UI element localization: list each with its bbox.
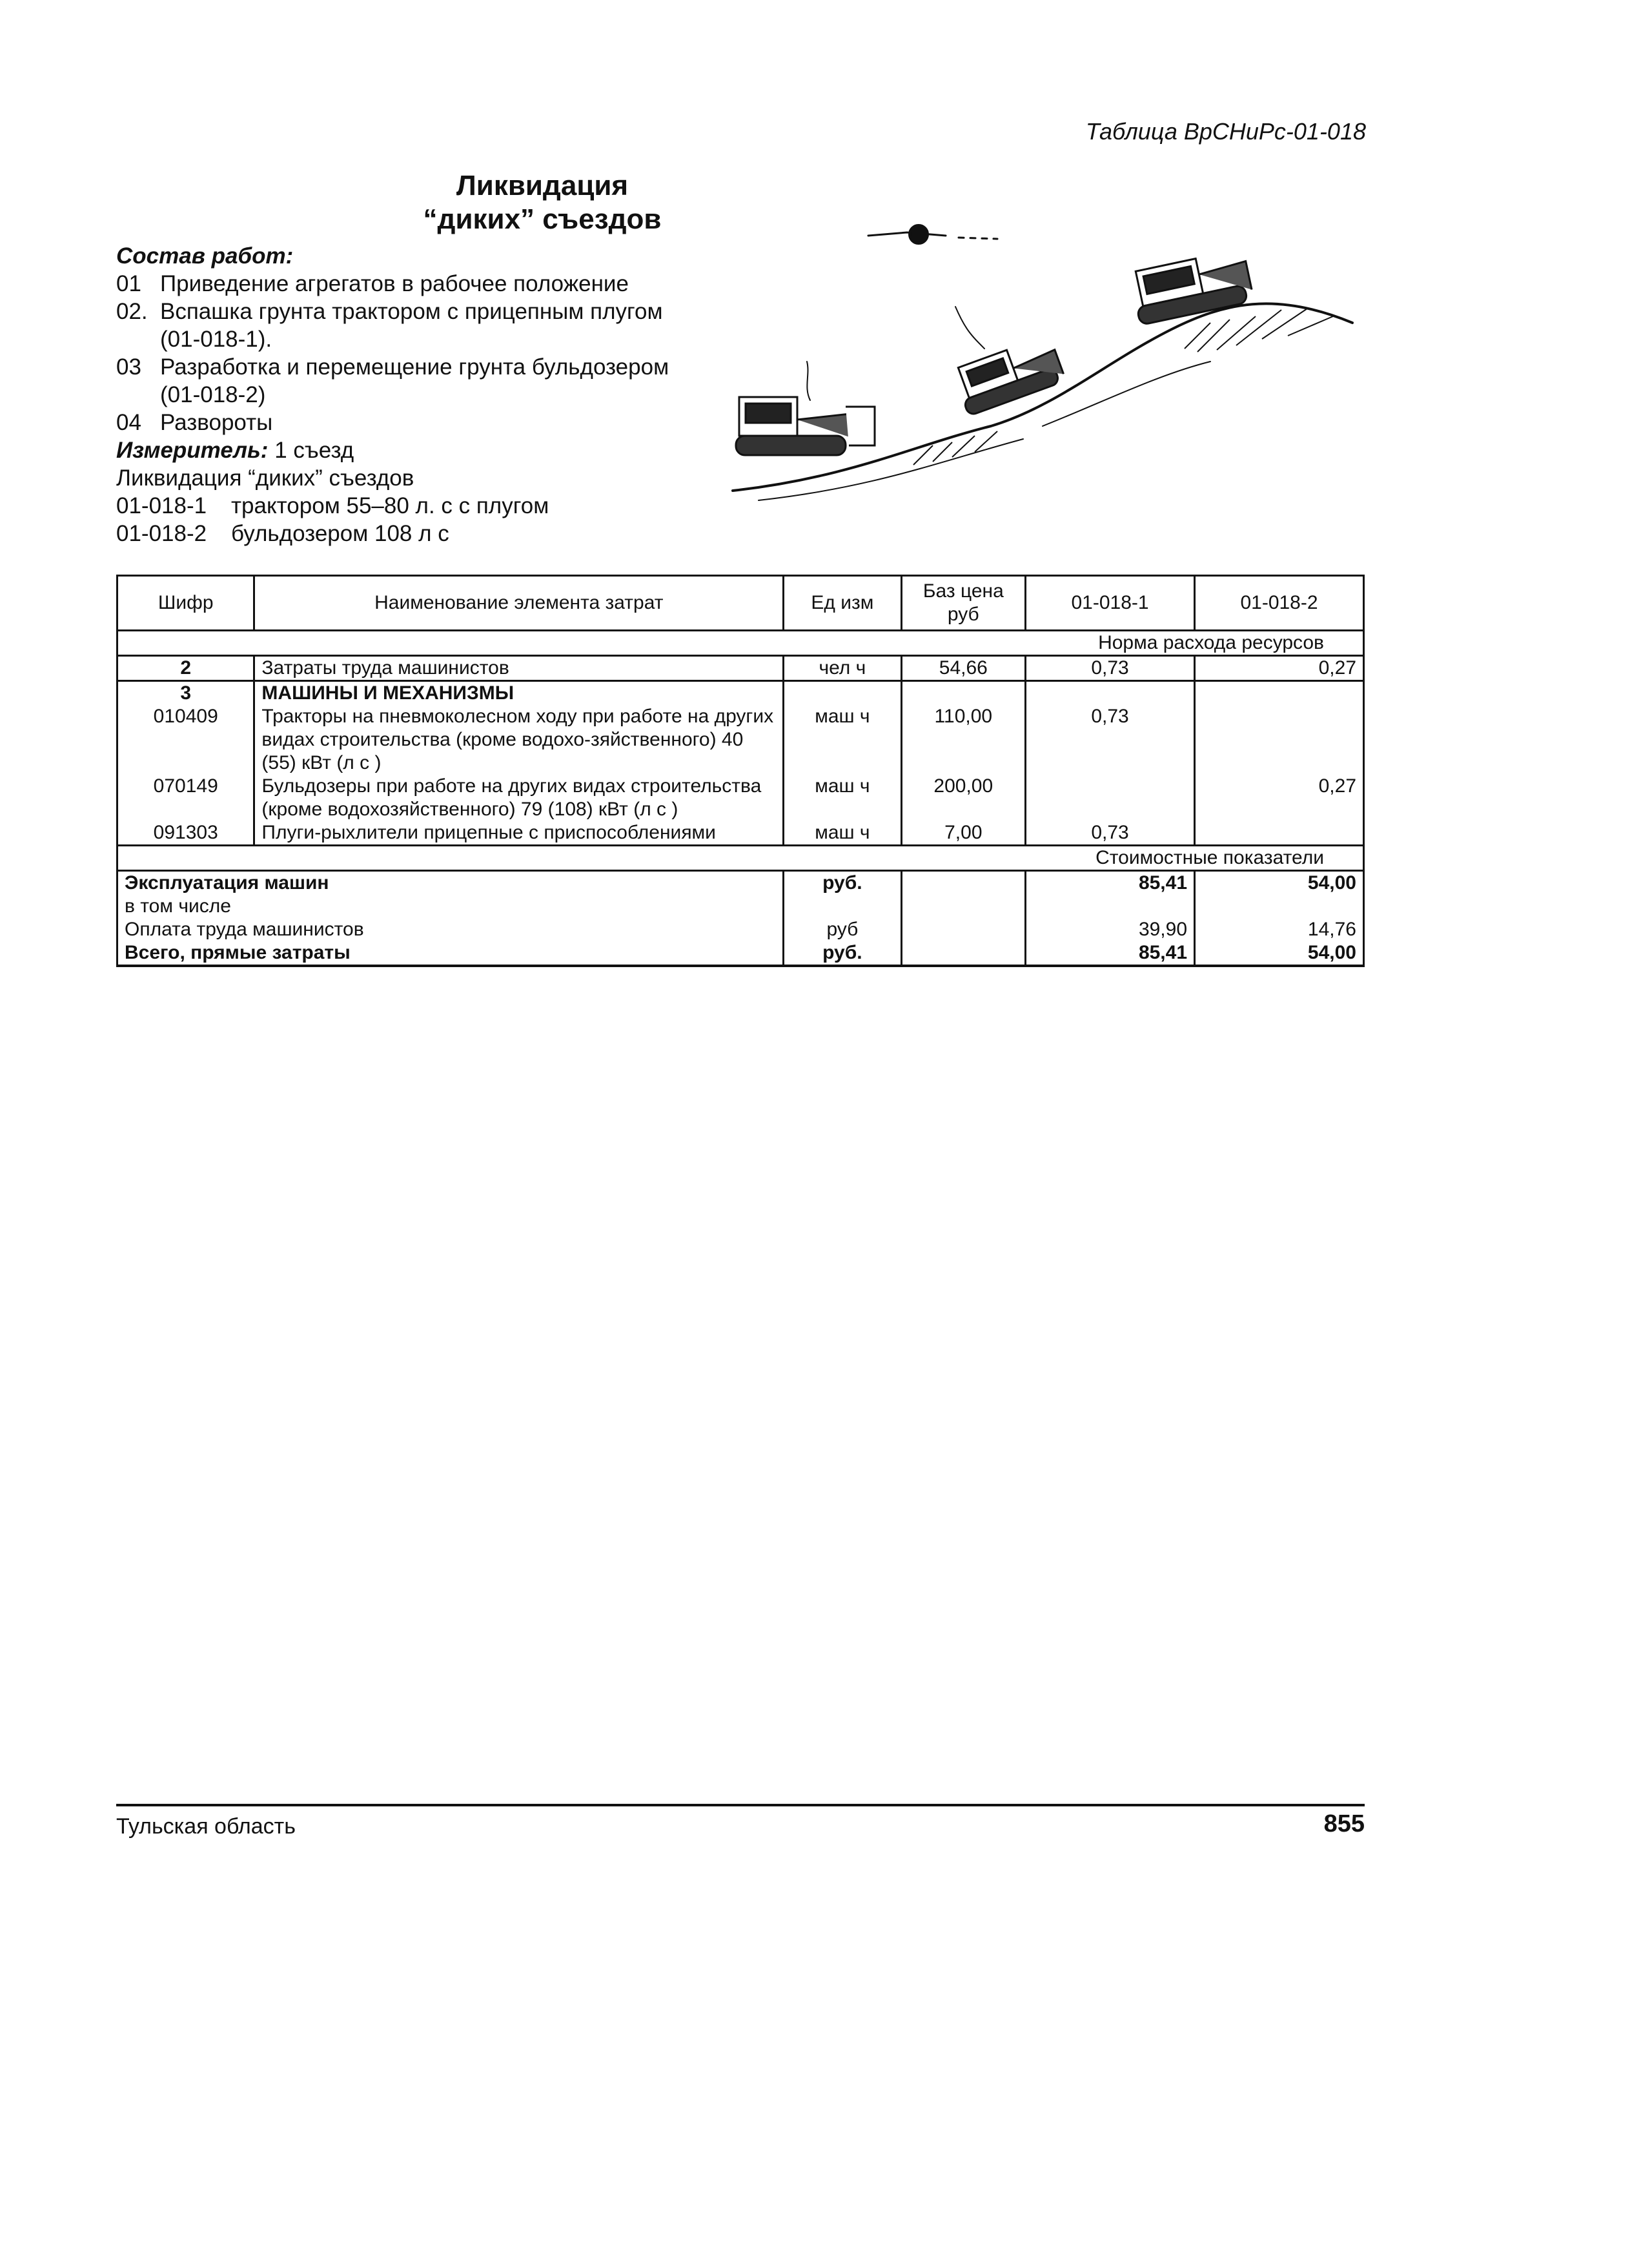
measure-code-line [116,492,723,520]
measure-code: 01-018-1 [116,493,207,518]
cell-price: 7,00 [901,821,1026,846]
page-title [394,169,691,236]
table-row [117,918,1364,941]
cell-name: в том числе [117,895,784,918]
cell-v1 [1026,775,1195,821]
cell-code: 091303 [117,821,254,846]
table-row [117,681,1364,706]
cell-unit: маш ч [784,705,901,775]
section-label: Норма расхода ресурсов [117,631,1364,656]
step-text: Разработка и перемещение грунта бульдозером [160,354,669,380]
footer-region: Тульская область [116,1814,296,1839]
work-step [116,353,723,381]
work-step [116,270,723,298]
cell-v2: 0,27 [1195,656,1364,681]
cell-v1: 85,41 [1026,871,1195,895]
step-continuation: (01-018-1). [160,327,272,352]
step-text: Приведение агрегатов в рабочее положение [160,271,629,296]
cell-code: 3 [117,681,254,706]
table-row [117,895,1364,918]
step-text: Вспашка грунта трактором с прицепным плугом [160,299,663,324]
table-row [117,821,1364,846]
cell-v2 [1195,705,1364,775]
cell-unit: руб. [784,871,901,895]
table-row [117,775,1364,821]
cell-unit: чел ч [784,656,901,681]
measure-label: Измеритель: [116,438,269,463]
measure-code-desc: бульдозером 108 л с [231,521,449,546]
step-number: 04 [116,410,141,435]
page-number: 855 [1323,1810,1365,1837]
measure-line [116,436,723,464]
work-heading: Состав работ: [116,243,294,269]
cell-unit: маш ч [784,821,901,846]
step-continuation: (01-018-2) [160,382,266,407]
measure-subtitle: Ликвидация “диких” съездов [116,465,414,491]
bulldozer-left [736,397,875,455]
work-step [116,298,723,325]
cell-v2: 54,00 [1195,941,1364,966]
cell-name: Бульдозеры при работе на других видах строительства (кроме водохозяйственного) 79 (108) кВт (л с ) [254,775,784,821]
cell-v1: 0,73 [1026,821,1195,846]
col-header-v2: 01-018-2 [1195,576,1364,631]
measure-code-desc: трактором 55–80 л. с с плугом [231,493,549,518]
measure-code-line [116,520,723,547]
cell-code: 010409 [117,705,254,775]
cell-v1: 0,73 [1026,705,1195,775]
section-row-cost [117,846,1364,871]
cell-v1: 0,73 [1026,656,1195,681]
cell-price: 54,66 [901,656,1026,681]
cell-name: Эксплуатация машин [117,871,784,895]
table-row [117,871,1364,895]
step-number: 03 [116,354,141,380]
cell-v2: 0,27 [1195,775,1364,821]
cell-unit: маш ч [784,775,901,821]
table-row [117,941,1364,966]
step-number: 02. [116,299,148,324]
col-header-v1: 01-018-1 [1026,576,1195,631]
step-number: 01 [116,271,141,296]
cell-unit: руб [784,918,901,941]
work-step [116,409,723,436]
cell-name: Тракторы на пневмоколесном ходу при работе на других видах строительства (кроме водохо-зяйственного) 40 (55) кВт (л с ) [254,705,784,775]
table-header-row [117,576,1364,631]
cell-code: 2 [117,656,254,681]
cell-name: Плуги-рыхлители прицепные с приспособлениями [254,821,784,846]
table-code: Таблица ВрСНиРс-01-018 [1085,118,1366,145]
col-header-unit: Ед изм [784,576,901,631]
cell-v2: 54,00 [1195,871,1364,895]
table-row [117,705,1364,775]
work-description [116,242,723,547]
cell-v2: 14,76 [1195,918,1364,941]
bulldozer-illustration [720,213,1359,516]
cell-name: Затраты труда машинистов [254,656,784,681]
measure-code: 01-018-2 [116,521,207,546]
cell-code: 070149 [117,775,254,821]
measure-value: 1 съезд [274,438,354,463]
cell-price: 200,00 [901,775,1026,821]
col-header-name: Наименование элемента затрат [254,576,784,631]
cell-v1: 39,90 [1026,918,1195,941]
cell-v1: 85,41 [1026,941,1195,966]
table-row [117,656,1364,681]
cell-unit: руб. [784,941,901,966]
footer-divider [116,1804,1365,1806]
section-row-norm [117,631,1364,656]
step-text: Развороты [160,410,273,435]
cell-price: 110,00 [901,705,1026,775]
cell-name: Всего, прямые затраты [117,941,784,966]
col-header-price: Баз цена руб [901,576,1026,631]
title-line-2: “диких” съездов [423,203,662,235]
bulldozer-middle [952,334,1066,416]
cell-v2 [1195,821,1364,846]
section-label: Стоимостные показатели [117,846,1364,871]
col-header-code: Шифр [117,576,254,631]
cell-name: Оплата труда машинистов [117,918,784,941]
title-line-1: Ликвидация [456,170,629,201]
cell-name: МАШИНЫ И МЕХАНИЗМЫ [254,681,784,706]
bulldozer-right [1129,249,1254,325]
cost-table [116,575,1365,967]
